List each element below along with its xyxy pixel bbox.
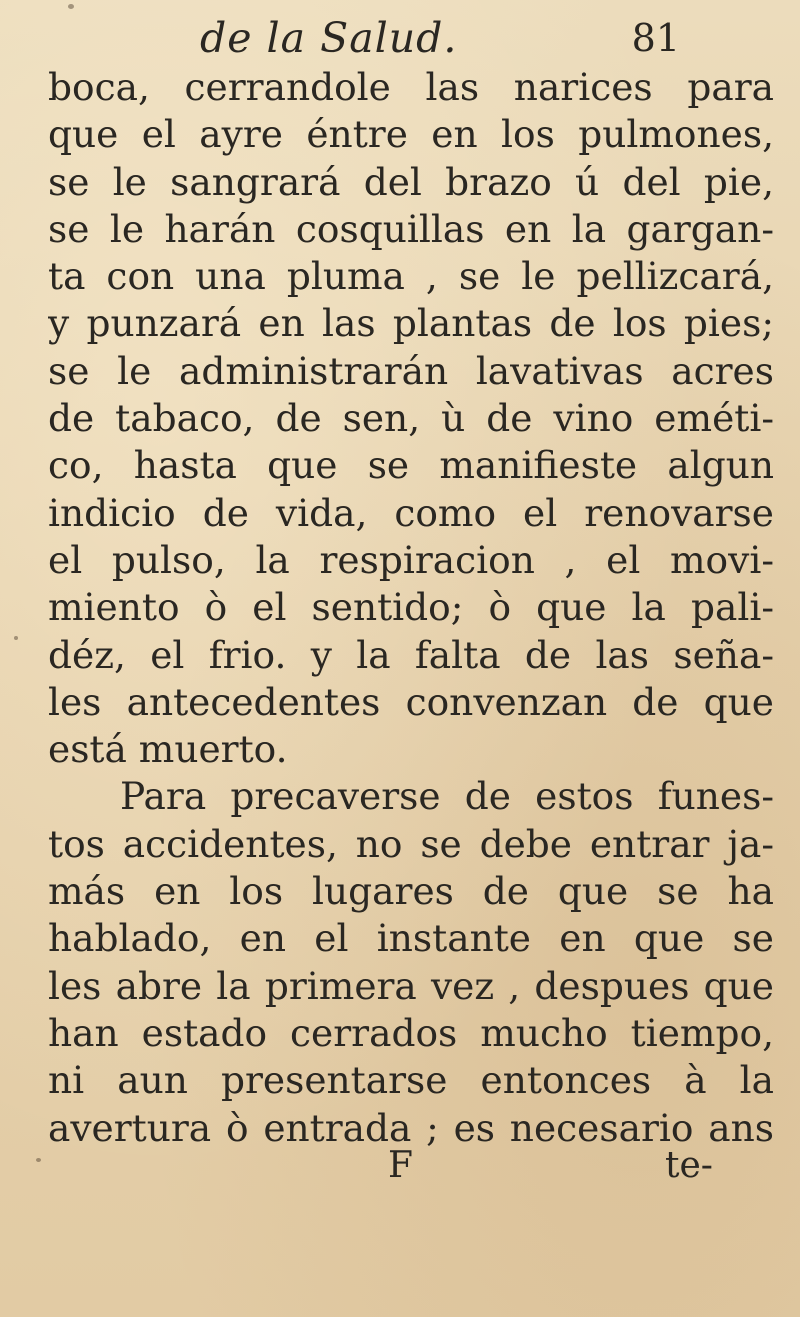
- text-line: avertura ò entrada ; es necesario ans: [48, 1105, 774, 1150]
- text-line: han estado cerrados mucho tiempo,: [48, 1010, 774, 1055]
- text-line: ni aun presentarse entonces à la: [48, 1058, 774, 1103]
- running-title: de la Salud.: [200, 14, 458, 62]
- text-line: que el ayre éntre en los pulmones,: [48, 112, 774, 157]
- text-line: y punzará en las plantas de los pies;: [48, 301, 774, 346]
- signature-mark: F: [388, 1145, 413, 1186]
- text-line: hablado, en el instante en que se: [48, 916, 774, 961]
- paper-speck: [68, 4, 74, 9]
- page-number: 81: [631, 16, 680, 60]
- text-line: se le sangrará del brazo ú del pie,: [48, 159, 774, 204]
- text-line: tos accidentes, no se debe entrar ja-: [48, 821, 774, 866]
- text-line: déz, el frio. y la falta de las seña-: [48, 632, 774, 677]
- text-line-paragraph-start: Para precaverse de estos funes-: [120, 774, 774, 819]
- text-line: boca, cerrandole las narices para: [48, 65, 774, 109]
- text-line: se le harán cosquillas en la gargan-: [48, 206, 774, 251]
- text-body: [48, 64, 774, 1152]
- text-line: ta con una pluma , se le pellizcará,: [48, 254, 774, 299]
- text-line: miento ò el sentido; ò que la pali-: [48, 585, 774, 630]
- paper-speck: [36, 1158, 41, 1162]
- text-line: les antecedentes convenzan de que: [48, 679, 774, 724]
- catchword: te-: [665, 1145, 713, 1186]
- text-line: de tabaco, de sen, ù de vino eméti-: [48, 396, 774, 441]
- text-line: más en los lugares de que se ha: [48, 869, 774, 914]
- running-head: [200, 14, 680, 62]
- text-line: les abre la primera vez , despues que: [48, 963, 774, 1008]
- page-footer: [0, 1140, 800, 1192]
- text-line: se le administrarán lavativas acres: [48, 348, 774, 393]
- text-line: el pulso, la respiracion , el movi-: [48, 537, 774, 582]
- text-line: co, hasta que se manifieste algun: [48, 443, 774, 488]
- text-line-paragraph-end: está muerto.: [48, 727, 288, 772]
- paper-speck: [14, 636, 18, 640]
- text-line: indicio de vida, como el renovarse: [48, 490, 774, 535]
